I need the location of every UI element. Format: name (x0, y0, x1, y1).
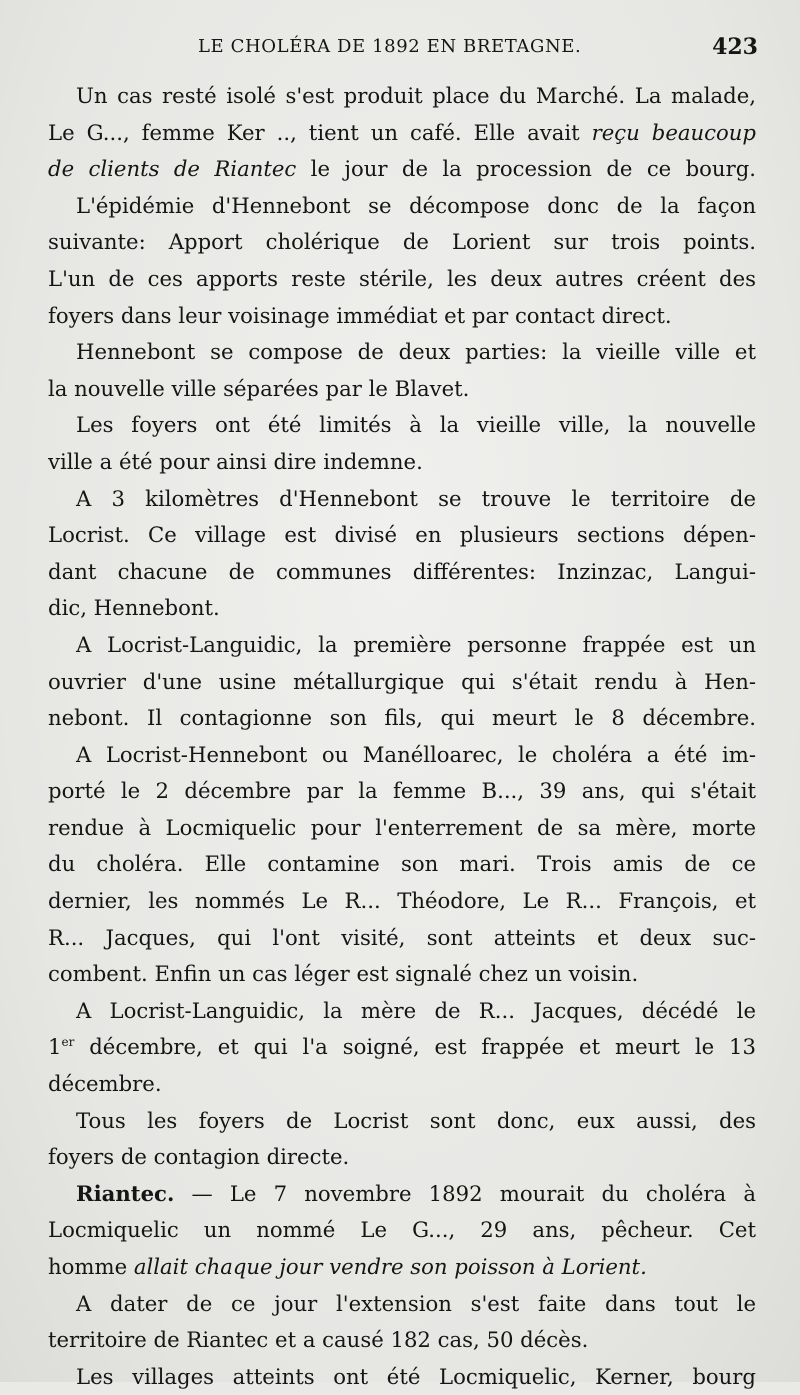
text-line: Les villages atteints ont été Locmiquelic, Kerner, bourg (76, 1363, 756, 1389)
text-line: de clients de Riantec le jour de la procession de ce bourg. (48, 156, 756, 182)
text-line: territoire de Riantec et a causé 182 cas, 50 décès. (48, 1327, 589, 1353)
text-line: R... Jacques, qui l'ont visité, sont atteints et deux suc- (48, 924, 756, 950)
body-text (48, 78, 756, 1395)
section-line: Riantec. — Le 7 novembre 1892 mourait du choléra à (76, 1180, 756, 1206)
text-line: L'un de ces apports reste stérile, les deux autres créent des (48, 265, 756, 291)
text-line: Locrist. Ce village est divisé en plusieurs sections dépen- (48, 522, 756, 548)
text-line: A Locrist-Hennebont ou Manélloarec, le choléra a été im- (76, 741, 756, 767)
text-line: A Locrist-Languidic, la mère de R... Jacques, décédé le (76, 997, 756, 1023)
running-title: LE CHOLÉRA DE 1892 EN BRETAGNE. (198, 36, 582, 57)
text-line: dant chacune de communes différentes: Inzinzac, Langui- (48, 558, 756, 584)
section-heading: Riantec. (76, 1180, 175, 1206)
text-line: nebont. Il contagionne son fils, qui meurt le 8 décembre. (48, 705, 756, 731)
text-line: la nouvelle ville séparées par le Blavet. (48, 375, 470, 401)
text-line: rendue à Locmiquelic pour l'enterrement de sa mère, morte (48, 814, 756, 840)
superscript: er (61, 1035, 75, 1050)
italic-text: reçu beaucoup (591, 119, 756, 145)
italic-text: allait chaque jour vendre son poisson à Lorient. (133, 1254, 647, 1279)
text-line: Un cas resté isolé s'est produit place du Marché. La malade, (76, 83, 756, 108)
text-line: foyers dans leur voisinage immédiat et par contact direct. (48, 302, 672, 328)
text-line: porté le 2 décembre par la femme B..., 39 ans, qui s'était (48, 778, 756, 804)
italic-text: de clients de Riantec (48, 156, 297, 182)
text-line: décembre. (48, 1071, 162, 1097)
text-line: 1er décembre, et qui l'a soigné, est frappée et meurt le 13 (48, 1034, 756, 1060)
text-line: ville a été pour ainsi dire indemne. (48, 448, 423, 474)
running-head (48, 36, 758, 66)
text-line: Hennebont se compose de deux parties: la vieille ville et (76, 339, 756, 365)
text-line: foyers de contagion directe. (48, 1144, 350, 1170)
text-line: A Locrist-Languidic, la première personne frappée est un (76, 631, 756, 657)
text-line: Les foyers ont été limités à la vieille ville, la nouvelle (76, 412, 756, 438)
text-line: A dater de ce jour l'extension s'est faite dans tout le (76, 1290, 756, 1316)
text-line: dic, Hennebont. (48, 595, 220, 621)
text-line: dernier, les nommés Le R... Théodore, Le R... François, et (48, 888, 756, 914)
text-line: L'épidémie d'Hennebont se décompose donc de la façon (76, 192, 756, 218)
text-line: Locmiquelic un nommé Le G..., 29 ans, pêcheur. Cet (48, 1217, 756, 1243)
text-line: combent. Enfin un cas léger est signalé chez un voisin. (48, 961, 639, 987)
text-line: A 3 kilomètres d'Hennebont se trouve le territoire de (76, 485, 756, 511)
text-line: Le G..., femme Ker .., tient un café. Elle avait reçu beaucoup (48, 119, 756, 145)
page-number: 423 (712, 34, 758, 60)
text-line: ouvrier d'une usine métallurgique qui s'était rendu à Hen- (48, 668, 756, 694)
text-line: Tous les foyers de Locrist sont donc, eux aussi, des (76, 1107, 756, 1133)
text-line: homme allait chaque jour vendre son poisson à Lorient. (48, 1254, 647, 1279)
text-line: du choléra. Elle contamine son mari. Trois amis de ce (48, 851, 756, 877)
text-line: suivante: Apport cholérique de Lorient sur trois points. (48, 229, 756, 255)
